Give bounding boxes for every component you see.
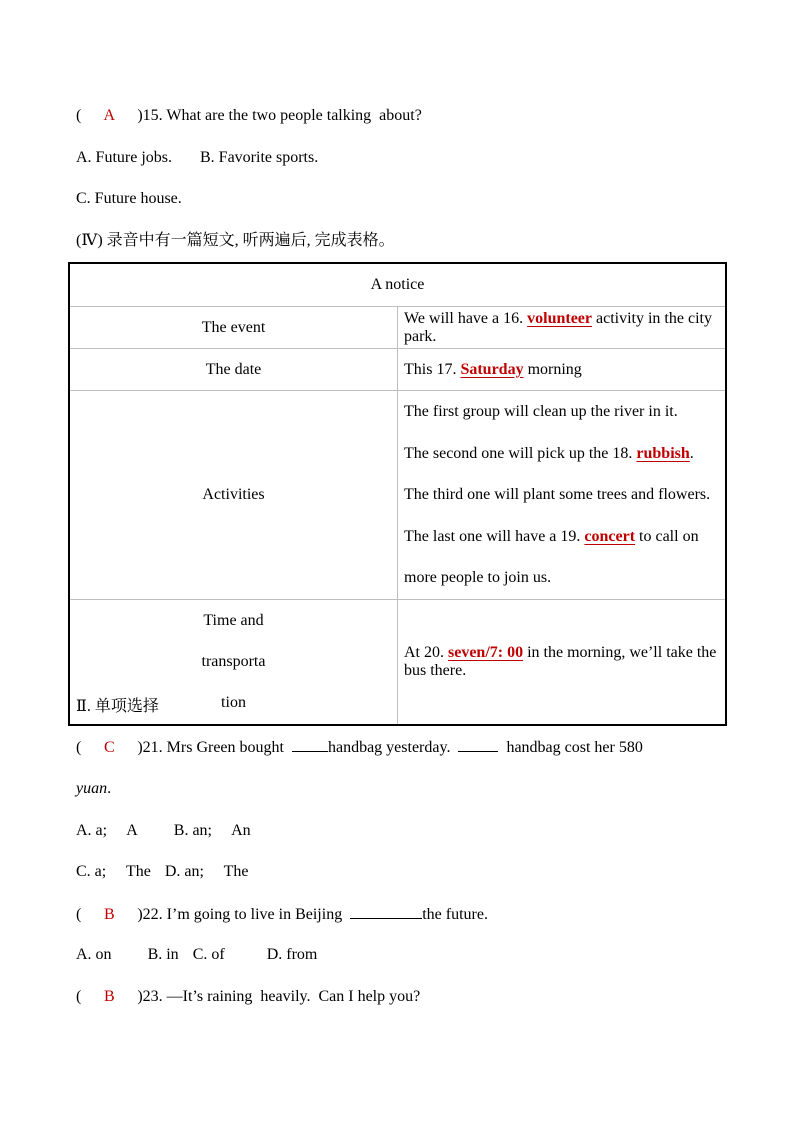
row-text: . (689, 444, 694, 462)
stem-text: handbag yesterday. (327, 739, 459, 756)
row-text: The last one will have a 19. (404, 527, 585, 545)
question-15-stem (76, 106, 422, 126)
paren-open: ( (76, 988, 82, 1005)
row-label: The date (69, 349, 398, 391)
activity-line-2 (404, 433, 719, 475)
option-c: C. of (192, 946, 225, 963)
row-content (398, 349, 727, 391)
answer-15: A (103, 107, 116, 124)
option-b: B. an; An (173, 822, 251, 839)
option-d: D. from (266, 946, 318, 963)
option-b: B. Favorite sports. (200, 149, 319, 166)
answer-20: seven/7: 00 (448, 643, 524, 661)
option-a: A. a; A (76, 822, 138, 839)
question-23-stem (76, 987, 420, 1007)
section-2-heading: Ⅱ. 单项选择 (76, 698, 159, 715)
row-content (398, 391, 727, 600)
table-row (69, 349, 726, 391)
answer-17: Saturday (460, 360, 524, 378)
answer-23: B (103, 988, 115, 1005)
question-21-stem (76, 737, 643, 758)
question-15-options-ab (76, 148, 318, 168)
stem-text: )21. Mrs Green bought (137, 739, 292, 756)
notice-table (68, 262, 727, 726)
blank-2 (458, 737, 498, 752)
table-row (69, 307, 726, 349)
answer-22: B (103, 906, 115, 923)
table-row (69, 599, 726, 725)
activity-line-3: The third one will plant some trees and flowers. (404, 486, 711, 503)
answer-21: C (103, 739, 115, 756)
paren-open: ( (76, 906, 82, 923)
activity-line-4 (404, 516, 719, 599)
row-text: This 17. (404, 360, 461, 378)
label-line: Time and (203, 612, 264, 630)
question-21-options-cd (76, 862, 249, 882)
row-text: activity in the city park. (404, 309, 712, 345)
row-content (398, 307, 727, 349)
stem-text: )22. I’m going to live in Beijing (137, 906, 351, 923)
row-label: The event (69, 307, 398, 349)
option-c: C. a; The (76, 863, 151, 880)
table-row (69, 391, 726, 600)
row-text: We will have a 16. (404, 309, 528, 327)
row-text: The second one will pick up the 18. (404, 444, 637, 462)
row-text: in the morning, we’ll take the bus there. (404, 643, 717, 679)
question-21-options-ab (76, 821, 251, 841)
row-content (398, 599, 727, 725)
row-text: morning (523, 360, 582, 378)
option-b: B. in (147, 946, 179, 963)
stem-text: )15. What are the two people talking about? (137, 107, 422, 124)
stem-text: )23. —It’s raining heavily. Can I help you? (137, 988, 421, 1005)
answer-19: concert (584, 527, 636, 545)
paren-open: ( (76, 107, 82, 124)
option-d: D. an; The (164, 863, 249, 880)
blank-1 (292, 737, 328, 752)
option-a: A. Future jobs. (76, 149, 172, 166)
answer-18: rubbish (636, 444, 690, 462)
period: . (107, 780, 112, 797)
row-text: At 20. (404, 643, 448, 661)
unit-yuan: yuan (76, 780, 108, 797)
activity-line-1: The first group will clean up the river in it. (404, 403, 678, 420)
stem-text: handbag cost her 580 (498, 739, 643, 756)
label-line: transporta (201, 653, 266, 671)
row-label: Activities (69, 391, 398, 600)
label-line: tion (221, 694, 246, 712)
question-22-options (76, 945, 317, 965)
blank (350, 904, 422, 919)
option-a: A. on (76, 946, 112, 963)
question-21-unit-line (76, 779, 111, 799)
question-22-stem (76, 904, 488, 925)
answer-16: volunteer (527, 309, 592, 327)
notice-title: A notice (69, 263, 726, 307)
section-4-heading: (Ⅳ) 录音中有一篇短文, 听两遍后, 完成表格。 (76, 232, 395, 249)
stem-text: the future. (422, 906, 488, 923)
paren-open: ( (76, 739, 82, 756)
row-text: to call on more people to join us. (404, 527, 699, 586)
question-15-option-c: C. Future house. (76, 190, 182, 207)
